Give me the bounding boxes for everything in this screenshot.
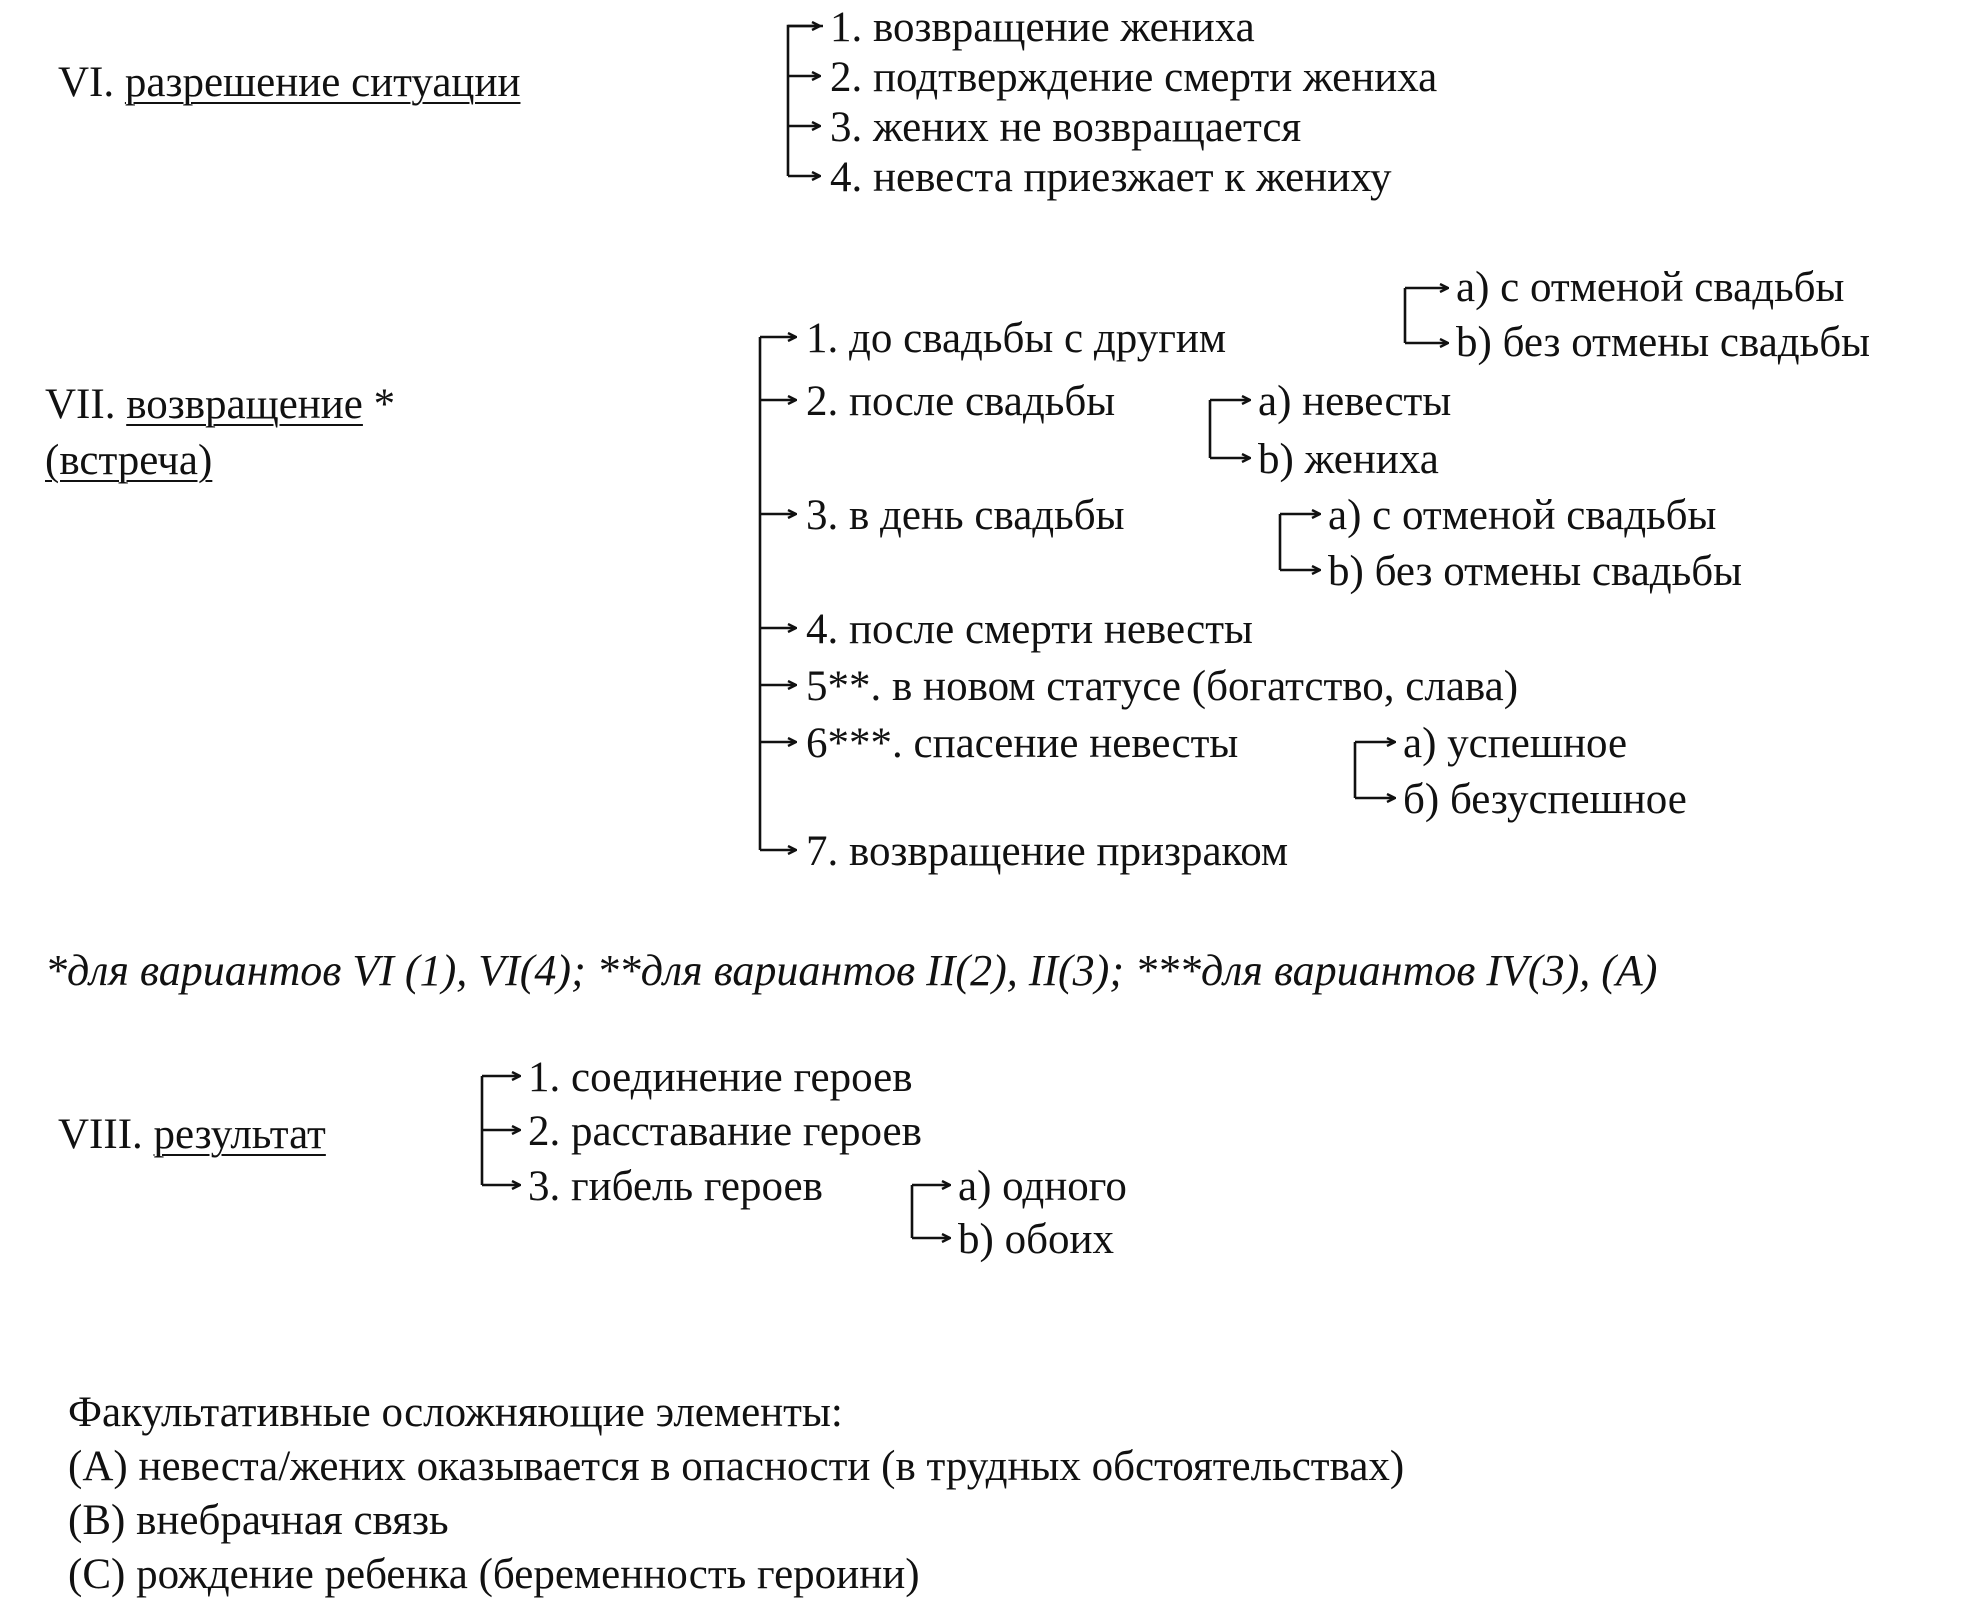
vii-item-3-sub-b: b) без отмены свадьбы <box>1328 548 1743 595</box>
sub-bracket-vii-6 <box>1355 742 1395 798</box>
viii-item-2: 2. расставание героев <box>528 1108 922 1155</box>
vii-item-2-sub-a: a) невесты <box>1258 378 1452 425</box>
optional-heading: Факультативные осложняющие элементы: <box>68 1389 843 1436</box>
bracket-viii <box>482 1076 520 1185</box>
viii-item-1: 1. соединение героев <box>528 1054 913 1101</box>
section-vii-numeral: VII. <box>45 381 116 428</box>
sub-bracket-vii-2 <box>1210 400 1250 458</box>
section-vi-title: разрешение ситуации <box>124 59 521 106</box>
vii-item-7: 7. возвращение призраком <box>806 828 1289 875</box>
sub-bracket-vii-3 <box>1280 514 1320 570</box>
vii-item-1-sub-a: a) с отменой свадьбы <box>1456 264 1845 311</box>
optional-item-b: (B) внебрачная связь <box>68 1497 449 1544</box>
sub-bracket-viii-3 <box>912 1185 950 1238</box>
section-viii-title: результат <box>153 1111 326 1158</box>
vii-item-6-sub-b: б) безуспешное <box>1403 776 1687 823</box>
bracket-vii <box>760 337 796 850</box>
vii-item-6-sub-a: a) успешное <box>1403 720 1628 767</box>
footnote: *для вариантов VI (1), VI(4); **для вариантов II(2), II(3); ***для вариантов IV(3), (A) <box>45 946 1658 995</box>
vii-item-5: 5**. в новом статусе (богатство, слава) <box>806 663 1519 710</box>
section-vi-numeral: VI. <box>58 59 115 106</box>
viii-item-3: 3. гибель героев <box>528 1163 823 1210</box>
viii-item-3-sub-b: b) обоих <box>958 1216 1114 1263</box>
vii-item-6: 6***. спасение невесты <box>806 720 1239 767</box>
vi-item-2: 2. подтверждение смерти жениха <box>830 54 1438 101</box>
section-vi-heading <box>58 58 520 108</box>
bracket-vi <box>788 26 823 176</box>
vi-item-3: 3. жених не возвращается <box>830 104 1302 151</box>
vii-item-3: 3. в день свадьбы <box>806 492 1125 539</box>
section-vii-asterisk: * <box>373 381 396 428</box>
vii-item-1-sub-b: b) без отмены свадьбы <box>1456 319 1871 366</box>
vii-item-2: 2. после свадьбы <box>806 378 1116 425</box>
optional-item-c: (C) рождение ребенка (беременность героини) <box>68 1551 920 1598</box>
sub-bracket-vii-1 <box>1405 288 1448 343</box>
vii-item-4: 4. после смерти невесты <box>806 606 1253 653</box>
vi-item-4: 4. невеста приезжает к жениху <box>830 154 1392 201</box>
section-vii-subtitle: (встреча) <box>45 437 213 484</box>
section-vii-title: возвращение <box>126 381 363 428</box>
section-vii-heading <box>45 380 395 430</box>
optional-item-a: (A) невеста/жених оказывается в опасности (в трудных обстоятельствах) <box>68 1443 1405 1490</box>
section-viii-heading <box>58 1110 326 1160</box>
vi-item-1: 1. возвращение жениха <box>830 4 1255 51</box>
vii-item-1: 1. до свадьбы с другим <box>806 315 1227 362</box>
vii-item-2-sub-b: b) жениха <box>1258 436 1439 483</box>
viii-item-3-sub-a: a) одного <box>958 1163 1127 1210</box>
section-viii-numeral: VIII. <box>58 1111 143 1158</box>
vii-item-3-sub-a: a) с отменой свадьбы <box>1328 492 1717 539</box>
